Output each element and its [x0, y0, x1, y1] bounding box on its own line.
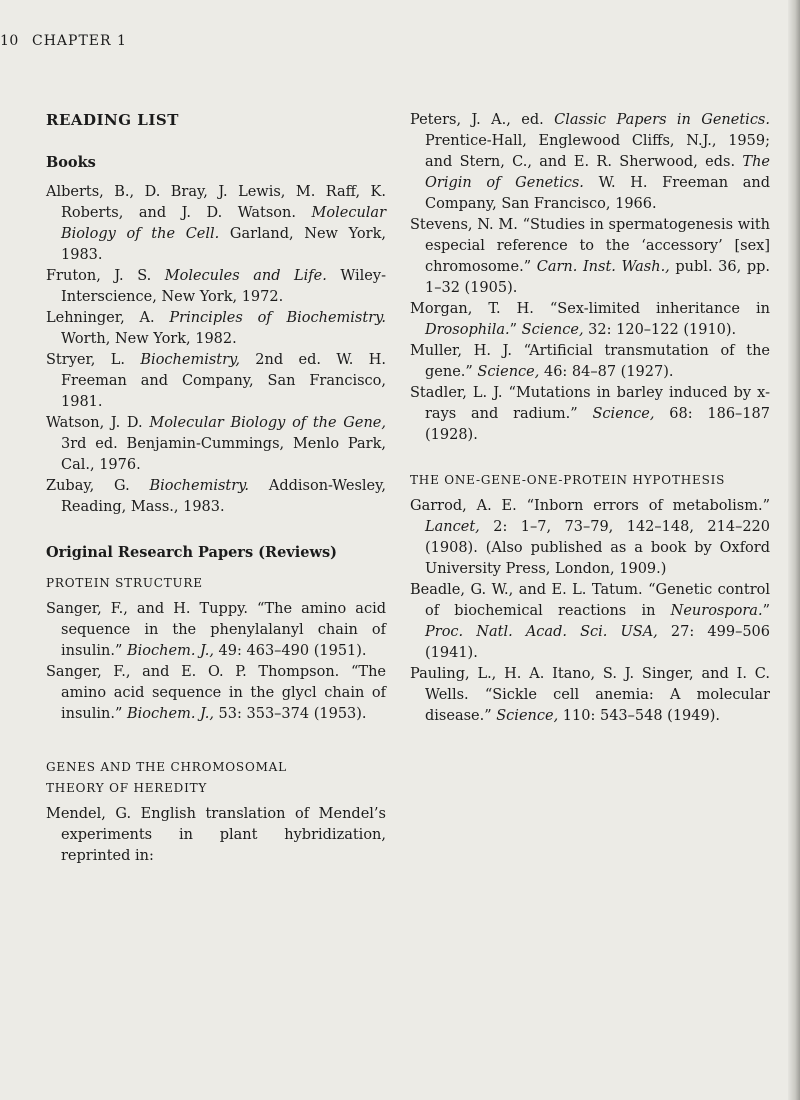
running-head	[0, 33, 400, 53]
papers-heading: Original Research Papers (Reviews)	[46, 544, 337, 561]
paper-ref-stadler: Stadler, L. J. “Mutations in barley induced by x-rays and radium.” Science, 68: 186–187 (1928).	[410, 385, 770, 443]
paper-ref-mendel: Mendel, G. English translation of Mendel’s experiments in plant hybridization, reprinted in:	[46, 806, 386, 864]
paper-ref-beadle-tatum: Beadle, G. W., and E. L. Tatum. “Genetic control of biochemical reactions in Neurospora.” Proc. Natl. Acad. Sci. USA, 27: 499–506 (1941).	[410, 582, 770, 661]
book-ref-watson: Watson, J. D. Molecular Biology of the Gene, 3rd ed. Benjamin-Cummings, Menlo Park, Cal., 1976.	[46, 415, 386, 473]
paper-ref-pauling: Pauling, L., H. A. Itano, S. J. Singer, and I. C. Wells. “Sickle cell anemia: A molecular disease.” Science, 110: 543–548 (1949).	[410, 666, 770, 724]
page-edge-shadow	[788, 0, 800, 1100]
page-number: 10	[0, 33, 19, 49]
book-ref-stryer: Stryer, L. Biochemistry, 2nd ed. W. H. Freeman and Company, San Francisco, 1981.	[46, 352, 386, 410]
book-ref-zubay: Zubay, G. Biochemistry. Addison-Wesley, Reading, Mass., 1983.	[46, 478, 386, 515]
books-heading: Books	[46, 154, 96, 171]
genes-heading: GENES AND THE CHROMOSOMAL THEORY OF HEREDITY	[46, 760, 287, 795]
chapter-label: CHAPTER 1	[32, 33, 127, 49]
book-ref-lehninger: Lehninger, A. Principles of Biochemistry. Worth, New York, 1982.	[46, 310, 386, 347]
reading-list-heading: READING LIST	[46, 111, 179, 129]
book-ref-fruton: Fruton, J. S. Molecules and Life. Wiley-Interscience, New York, 1972.	[46, 268, 386, 305]
paper-ref-stevens: Stevens, N. M. “Studies in spermatogenesis with especial reference to the ‘accessory’ [sex] chromosome.” Carn. Inst. Wash., publ. 36, pp. 1–32 (1905).	[410, 217, 770, 296]
right-column	[410, 110, 770, 727]
paper-ref-morgan: Morgan, T. H. “Sex-limited inheritance in Drosophila.” Science, 32: 120–122 (1910).	[410, 301, 770, 338]
paper-ref-garrod: Garrod, A. E. “Inborn errors of metabolism.” Lancet, 2: 1–7, 73–79, 142–148, 214–220 (1908). (Also published as a book by Oxford University Press, London, 1909.)	[410, 498, 770, 577]
paper-ref-peters: Peters, J. A., ed. Classic Papers in Genetics. Prentice-Hall, Englewood Cliffs, N.J., 1959; and Stern, C., and E. R. Sherwood, eds. The Origin of Genetics. W. H. Freeman and Company, San Francisco, 1966.	[410, 112, 770, 212]
book-ref-alberts: Alberts, B., D. Bray, J. Lewis, M. Raff, K. Roberts, and J. D. Watson. Molecular Biology of the Cell. Garland, New York, 1983.	[46, 184, 386, 263]
ogop-heading: THE ONE-GENE-ONE-PROTEIN HYPOTHESIS	[410, 473, 726, 487]
protein-structure-heading: PROTEIN STRUCTURE	[46, 576, 203, 590]
paper-ref-sanger-thompson: Sanger, F., and E. O. P. Thompson. “The amino acid sequence in the glycl chain of insulin.” Biochem. J., 53: 353–374 (1953).	[46, 664, 386, 722]
paper-ref-sanger-tuppy: Sanger, F., and H. Tuppy. “The amino acid sequence in the phenylalanyl chain of insulin.” Biochem. J., 49: 463–490 (1951).	[46, 601, 386, 659]
paper-ref-muller: Muller, H. J. “Artificial transmutation of the gene.” Science, 46: 84–87 (1927).	[410, 343, 770, 380]
left-column	[46, 110, 386, 867]
